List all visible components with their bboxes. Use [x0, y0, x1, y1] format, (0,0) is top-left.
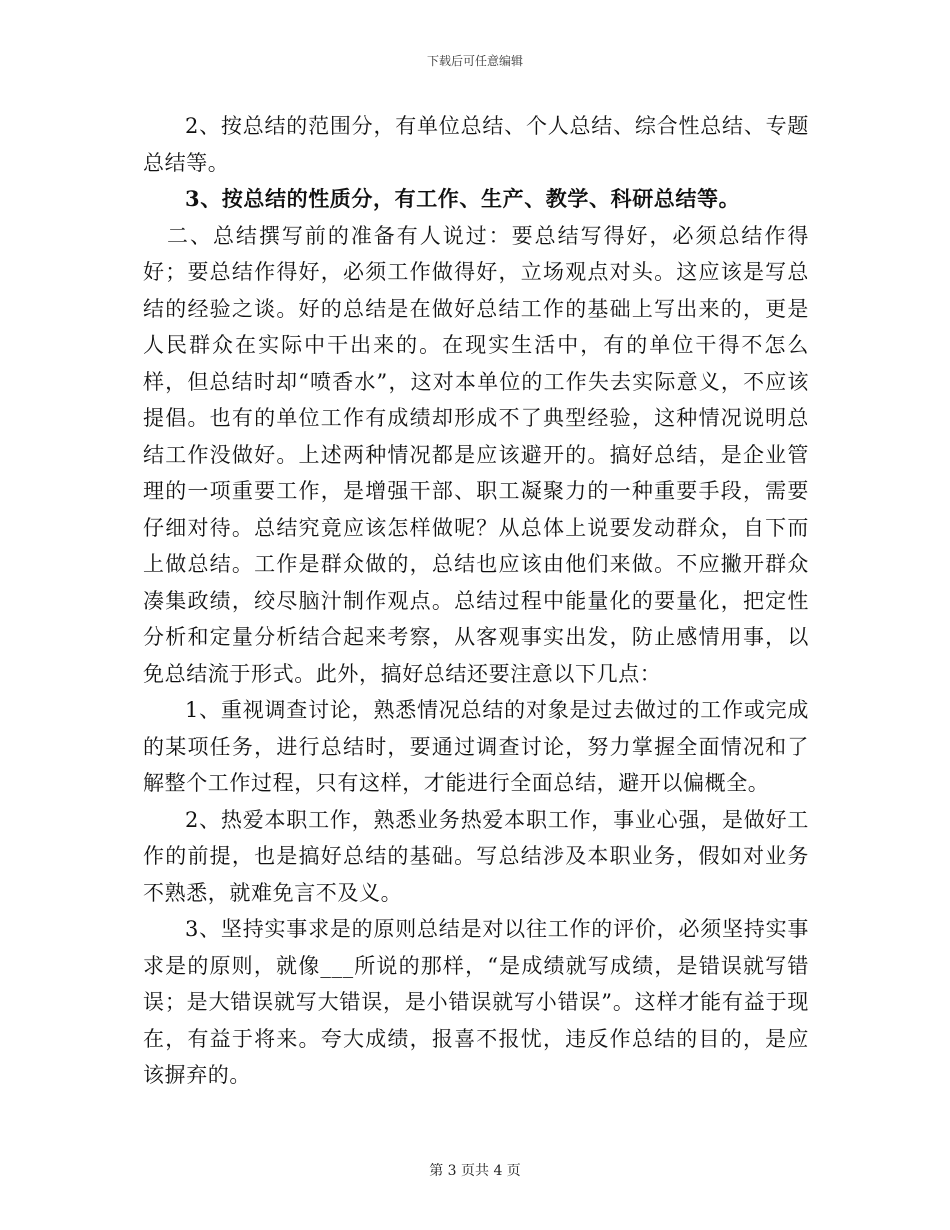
- page-header: 下载后可任意编辑: [426, 54, 523, 68]
- page-number: 第 3 页共 4 页: [429, 1163, 521, 1179]
- paragraph-point-seek-truth: 3、坚持实事求是的原则总结是对以往工作的评价，必须坚持实事求是的原则，就像___所说的那样，“是成绩就写成绩，是错误就写错误；是大错误就写大错误，是小错误就写小错误”。这样才能有益于现在，有益于将来。夸大成绩，报喜不报忧，违反作总结的目的，是应该摒弃的。: [143, 917, 809, 1087]
- paragraph-scope-classification: 2、按总结的范围分，有单位总结、个人总结、综合性总结、专题总结等。: [143, 114, 809, 175]
- document-body: [143, 108, 809, 1094]
- paragraph-preparation: 二、总结撰写前的准备有人说过：要总结写得好，必须总结作得好；要总结作得好，必须工作做得好，立场观点对头。这应该是写总结的经验之谈。好的总结是在做好总结工作的基础上写出来的，更是人民群众在实际中干出来的。在现实生活中，有的单位干得不怎么样，但总结时却“喷香水”，这对本单位的工作失去实际意义，不应该提倡。也有的单位工作有成绩却形成不了典型经验，这种情况说明总结工作没做好。上述两种情况都是应该避开的。搞好总结，是企业管理的一项重要工作，是增强干部、职工凝聚力的一种重要手段，需要仔细对待。总结究竟应该怎样做呢？从总体上说要发动群众，自下而上做总结。工作是群众做的，总结也应该由他们来做。不应撇开群众凑集政绩，绞尽脑汁制作观点。总结过程中能量化的要量化，把定性分析和定量分析结合起来考察，从客观事实出发，防止感情用事，以免总结流于形式。此外，搞好总结还要注意以下几点：: [143, 223, 809, 686]
- paragraph-point-investigation: 1、重视调查讨论，熟悉情况总结的对象是过去做过的工作或完成的某项任务，进行总结时，要通过调查讨论，努力掌握全面情况和了解整个工作过程，只有这样，才能进行全面总结，避开以偏概全。: [143, 698, 809, 795]
- paragraph-point-love-work: 2、热爱本职工作，熟悉业务热爱本职工作，事业心强，是做好工作的前提，也是搞好总结的基础。写总结涉及本职业务，假如对业务不熟悉，就难免言不及义。: [143, 807, 809, 905]
- paragraph-nature-classification: 3、按总结的性质分，有工作、生产、教学、科研总结等。: [185, 186, 741, 211]
